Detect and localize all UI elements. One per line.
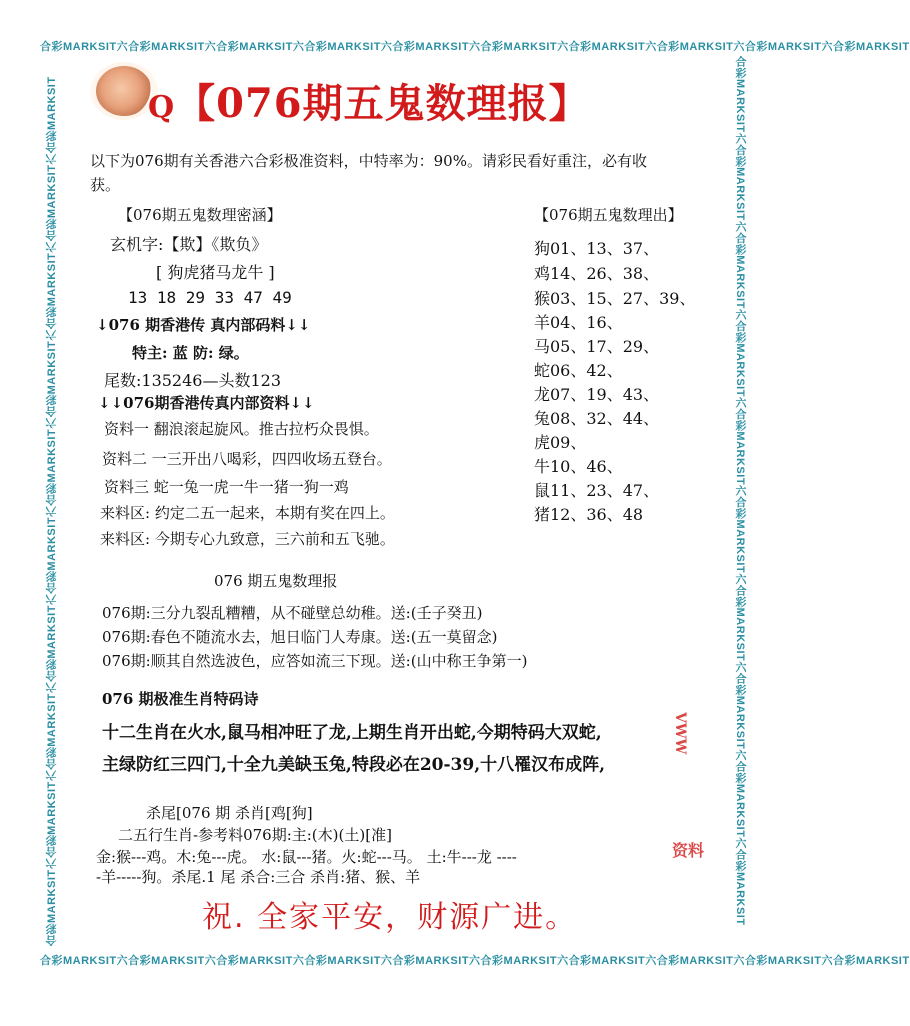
stamp-mark: VWW: [672, 712, 688, 755]
elements-line-2: -羊-----狗。杀尾.1 尾 杀合:三合 杀肖:猪、猴、羊: [96, 868, 421, 886]
zodiac-row: 虎09、: [534, 433, 587, 452]
elements-line-1: 金:猴---鸡。木:兔---虎。 水:鼠---猪。火:蛇---马。 土:牛---龙 ----: [96, 848, 517, 866]
zodiac-row: 兔08、32、44、: [534, 409, 660, 428]
report-line: 076期:三分九裂乱糟糟，从不碰壁总幼稚。送:(壬子癸丑): [102, 604, 483, 622]
zodiac-row: 牛10、46、: [534, 457, 623, 476]
ziliao-2: 资料二 一三开出八喝彩，四四收场五登台。: [102, 450, 392, 468]
arrow-heading-1: ↓076 期香港传 真内部码料↓↓: [96, 316, 311, 334]
zodiac-row: 蛇06、42、: [534, 361, 623, 380]
page-title: [148, 72, 590, 129]
decorative-border-left: 合彩MARKSIT六合彩MARKSIT六合彩MARKSIT六合彩MARKSIT六合彩MARKSIT六合彩MARKSIT六合彩MARKSIT六合彩MARKSIT六合彩MARKSIT六合彩MARKSIT: [46, 76, 58, 946]
poem-title: 076 期极准生肖特码诗: [102, 690, 259, 708]
intro-line-2: 获。: [90, 176, 121, 194]
zodiac-row: 猴03、15、27、39、: [534, 289, 696, 308]
decorative-border-right: 合彩MARKSIT六合彩MARKSIT六合彩MARKSIT六合彩MARKSIT六合彩MARKSIT六合彩MARKSIT六合彩MARKSIT六合彩MARKSIT六合彩MARKSIT六合彩MARKSIT: [734, 56, 746, 926]
xuanji-text: 玄机字:【欺】《欺负》: [110, 235, 268, 254]
decorative-border-bottom: 合彩MARKSIT六合彩MARKSIT六合彩MARKSIT六合彩MARKSIT六合彩MARKSIT六合彩MARKSIT六合彩MARKSIT六合彩MARKSIT六合彩MARKSIT六合彩MARKSIT: [40, 955, 910, 967]
poem-line-1: 十二生肖在火水,鼠马相冲旺了龙,上期生肖开出蛇,今期特码大双蛇,: [102, 723, 602, 743]
blessing-text: 祝. 全家平安，财源广进。: [202, 900, 578, 935]
report-line: 076期:春色不随流水去，旭日临门人寿康。送:(五一莫留念): [102, 628, 498, 646]
ziliao-3: 资料三 蛇一兔一虎一牛一猪一狗一鸡: [104, 478, 349, 496]
zodiac-row: 猪12、36、48: [534, 505, 644, 524]
left-heading: 【076期五鬼数理密涵】: [118, 206, 282, 224]
right-heading: 【076期五鬼数理出】: [534, 206, 683, 224]
title-text: 【076期五鬼数理报】: [175, 80, 590, 127]
arrow-heading-2: ↓↓076期香港传真内部资料↓↓: [98, 394, 315, 412]
ziliao-1: 资料一 翻浪滚起旋风。推古拉朽众畏惧。: [104, 420, 379, 438]
title-q: Q: [148, 90, 176, 125]
zodiac-row: 马05、17、29、: [534, 337, 660, 356]
zodiac-row: 羊04、16、: [534, 313, 623, 332]
zodiac-list: [ 狗虎猪马龙牛 ]: [156, 263, 275, 282]
zodiac-row: 狗01、13、37、: [534, 239, 660, 258]
kill-line: 杀尾[076 期 杀肖[鸡[狗]: [146, 804, 313, 822]
intro-line-1: 以下为076期有关香港六合彩极准资料，中特率为：90%。请彩民看好重注，必有收: [90, 152, 647, 170]
decorative-border-top: 合彩MARKSIT六合彩MARKSIT六合彩MARKSIT六合彩MARKSIT六合彩MARKSIT六合彩MARKSIT六合彩MARKSIT六合彩MARKSIT六合彩MARKSIT六合彩MARKSIT: [40, 41, 910, 53]
special-text: 特主: 蓝 防: 绿。: [132, 344, 249, 362]
zodiac-row: 鸡14、26、38、: [534, 264, 660, 283]
poem-line-2: 主绿防红三四门,十全九美缺玉兔,特段必在20-39,十八罹汉布成阵,: [102, 755, 606, 775]
laiyuan-1: 来料区: 约定二五一起来，本期有奖在四上。: [100, 504, 395, 522]
zodiac-row: 鼠11、23、47、: [534, 481, 660, 500]
avatar-portrait: [96, 66, 152, 116]
stamp-ziliao: 资料: [672, 841, 705, 860]
zodiac-row: 龙07、19、43、: [534, 385, 660, 404]
tail-numbers: 尾数:135246—头数123: [104, 371, 282, 390]
laiyuan-2: 来料区: 今期专心九致意，三六前和五飞驰。: [100, 530, 395, 548]
wuxing-line: 二五行生肖-参考料076期:主:(木)(土)[准]: [118, 826, 392, 844]
report-title: 076 期五鬼数理报: [214, 572, 338, 590]
report-line: 076期:顺其自然选波色，应答如流三下现。送:(山中称王争第一): [102, 652, 528, 670]
number-list: 13 18 29 33 47 49: [128, 288, 292, 307]
